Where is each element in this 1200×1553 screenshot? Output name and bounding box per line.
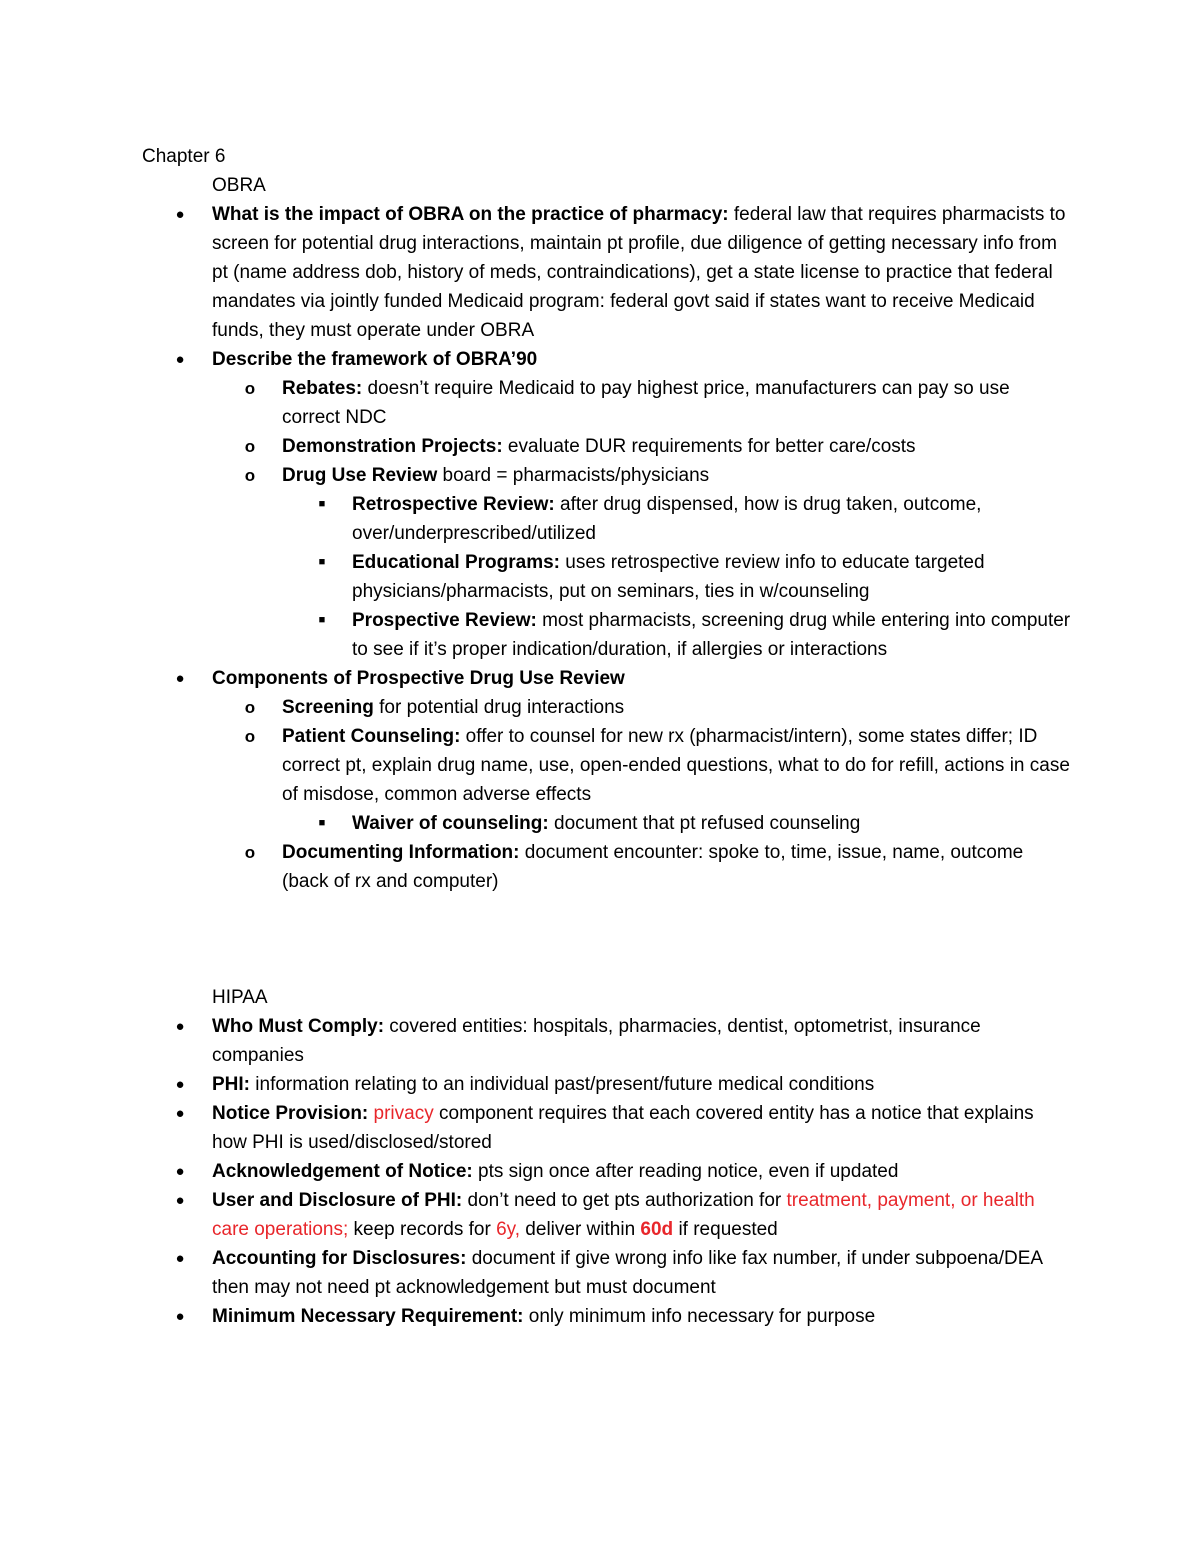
square-bullet-icon: ■ (318, 817, 326, 829)
circle-bullet-icon: o (244, 727, 256, 746)
acknowledgement-term: Acknowledgement of Notice: (212, 1161, 473, 1182)
disclosure-term: User and Disclosure of PHI: (212, 1190, 463, 1211)
obra-heading: OBRA (212, 175, 266, 196)
who-comply-term: Who Must Comply: (212, 1016, 385, 1037)
disclosure-highlight-1: treatment, payment, or health care operations; (212, 1190, 1035, 1240)
bullet-icon: ● (175, 206, 185, 223)
bullet-icon: ● (175, 1192, 185, 1209)
dur-board-item (142, 461, 1072, 490)
acknowledgement-text: pts sign once after reading notice, even if updated (472, 1161, 899, 1182)
obra-impact-text: federal law that requires pharmacists to screen for potential drug interactions, maintain pt profile, due diligence of getting necessary info from pt (name address dob, history of meds, contraindications), get a state license to practice that federal mandates via jointly funded Medicaid program: federal govt said if states want to receive Medicaid funds, they must operate under OBRA (212, 204, 1066, 341)
educational-text: uses retrospective review info to educate targeted physicians/pharmacists, put on seminars, ties in w/counseling (352, 552, 985, 602)
acknowledgement-item (142, 1157, 1072, 1186)
bullet-icon: ● (175, 1076, 185, 1093)
rebates-text: doesn’t require Medicaid to pay highest price, manufacturers can pay so use correct NDC (282, 378, 1010, 428)
accounting-text: document if give wrong info like fax number, if under subpoena/DEA then may not need pt acknowledgement but must document (212, 1248, 1043, 1298)
notice-highlight: privacy (368, 1103, 434, 1124)
screening-text: for potential drug interactions (373, 697, 625, 718)
demonstration-text: evaluate DUR requirements for better care/costs (502, 436, 916, 457)
phi-text: information relating to an individual past/present/future medical conditions (250, 1074, 875, 1095)
bullet-icon: ● (175, 351, 185, 368)
chapter-title: Chapter 6 (142, 146, 226, 167)
waiver-item (142, 809, 1072, 838)
rebates-term: Rebates: (282, 378, 363, 399)
disclosure-highlight-2: 6y, (496, 1219, 521, 1240)
waiver-term: Waiver of counseling: (352, 813, 549, 834)
circle-bullet-icon: o (244, 698, 256, 717)
square-bullet-icon: ■ (318, 498, 326, 510)
components-term: Components of Prospective Drug Use Review (212, 668, 625, 689)
prospective-term: Prospective Review: (352, 610, 537, 631)
who-comply-text: covered entities: hospitals, pharmacies, dentist, optometrist, insurance companies (212, 1016, 981, 1066)
obra-impact-item (142, 200, 1072, 345)
dur-board-term: Drug Use Review (282, 465, 438, 486)
prospective-text: most pharmacists, screening drug while entering into computer to see if it’s proper indication/duration, if allergies or interactions (352, 610, 1071, 660)
phi-term: PHI: (212, 1074, 250, 1095)
disclosure-item (142, 1186, 1072, 1244)
disclosure-highlight-3: 60d (640, 1219, 674, 1240)
phi-item (142, 1070, 1072, 1099)
educational-term: Educational Programs: (352, 552, 560, 573)
bullet-icon: ● (175, 1105, 185, 1122)
counseling-term: Patient Counseling: (282, 726, 461, 747)
retrospective-item (142, 490, 1072, 548)
prospective-item (142, 606, 1072, 664)
components-item (142, 664, 1072, 693)
obra-framework-term: Describe the framework of OBRA’90 (212, 349, 538, 370)
hipaa-section (142, 983, 1072, 1331)
waiver-text: document that pt refused counseling (548, 813, 861, 834)
disclosure-text-3: deliver within (520, 1219, 641, 1240)
rebates-item (142, 374, 1072, 432)
who-comply-item (142, 1012, 1072, 1070)
disclosure-text-1: don’t need to get pts authorization for (462, 1190, 787, 1211)
documenting-text: document encounter: spoke to, time, issue, name, outcome (back of rx and computer) (282, 842, 1024, 892)
minimum-text: only minimum info necessary for purpose (523, 1306, 876, 1327)
obra-framework-item (142, 345, 1072, 374)
bullet-icon: ● (175, 1018, 185, 1035)
bullet-icon: ● (175, 1250, 185, 1267)
obra-impact-term: What is the impact of OBRA on the practice of pharmacy: (212, 204, 729, 225)
documenting-item (142, 838, 1072, 896)
counseling-text: offer to counsel for new rx (pharmacist/intern), some states differ; ID correct pt, explain drug name, use, open-ended questions, what to do for refill, actions in case of misdose, common adverse effects (282, 726, 1070, 805)
hipaa-heading: HIPAA (212, 987, 268, 1008)
documenting-term: Documenting Information: (282, 842, 520, 863)
counseling-item (142, 722, 1072, 809)
demonstration-term: Demonstration Projects: (282, 436, 503, 457)
minimum-item (142, 1302, 1072, 1331)
educational-item (142, 548, 1072, 606)
retrospective-text: after drug dispensed, how is drug taken, outcome, over/underprescribed/utilized (352, 494, 982, 544)
minimum-term: Minimum Necessary Requirement: (212, 1306, 524, 1327)
circle-bullet-icon: o (244, 379, 256, 398)
notice-item (142, 1099, 1072, 1157)
disclosure-text-4: if requested (673, 1219, 778, 1240)
bullet-icon: ● (175, 1308, 185, 1325)
square-bullet-icon: ■ (318, 556, 326, 568)
screening-item (142, 693, 1072, 722)
retrospective-term: Retrospective Review: (352, 494, 555, 515)
bullet-icon: ● (175, 1163, 185, 1180)
bullet-icon: ● (175, 670, 185, 687)
circle-bullet-icon: o (244, 437, 256, 456)
demonstration-item (142, 432, 1072, 461)
dur-board-text: board = pharmacists/physicians (437, 465, 710, 486)
obra-section (142, 171, 1072, 896)
square-bullet-icon: ■ (318, 614, 326, 626)
notice-term: Notice Provision: (212, 1103, 369, 1124)
circle-bullet-icon: o (244, 843, 256, 862)
accounting-item (142, 1244, 1072, 1302)
circle-bullet-icon: o (244, 466, 256, 485)
notice-text: component requires that each covered entity has a notice that explains how PHI is used/disclosed/stored (212, 1103, 1034, 1153)
screening-term: Screening (282, 697, 374, 718)
accounting-term: Accounting for Disclosures: (212, 1248, 467, 1269)
disclosure-text-2: keep records for (348, 1219, 497, 1240)
